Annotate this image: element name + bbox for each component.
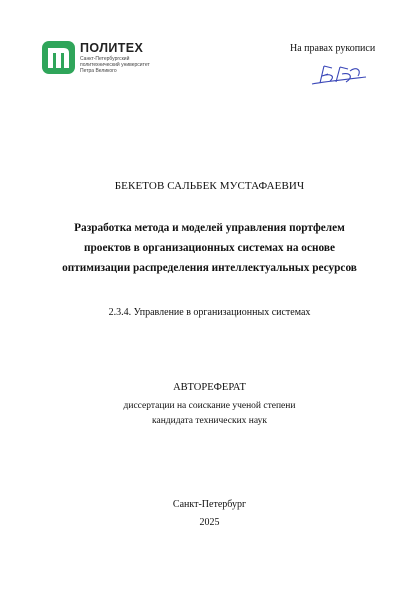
document-kind: АВТОРЕФЕРАТ — [173, 382, 246, 393]
purpose-line: кандидата технических наук — [152, 416, 267, 426]
handwritten-signature — [310, 62, 368, 88]
logo-name: ПОЛИТЕХ — [80, 41, 144, 55]
purpose-line: диссертации на соискание ученой степени — [123, 401, 296, 411]
city: Санкт-Петербург — [172, 499, 247, 510]
title-line: оптимизации распределения интеллектуальных ресурсов — [62, 262, 357, 274]
logo-subtitle-line: Петра Великого — [80, 68, 117, 74]
title-line: проектов в организационных системах на основе — [84, 242, 335, 254]
logo-subtitle — [80, 56, 160, 74]
rights-note: На правах рукописи — [290, 43, 376, 54]
logo-subtitle-line: Санкт-Петербургский — [80, 56, 130, 62]
title-line: Разработка метода и моделей управления портфелем — [74, 222, 345, 234]
dissertation-title — [20, 218, 399, 278]
year: 2025 — [199, 517, 220, 528]
logo-subtitle-line: политехнический университет — [80, 62, 150, 68]
author-name: БЕКЕТОВ САЛЬБЕК МУСТАФАЕВИЧ — [114, 180, 305, 192]
degree-purpose — [0, 399, 419, 429]
politeh-logo-icon — [42, 41, 75, 74]
politeh-logo — [42, 41, 172, 75]
specialty: 2.3.4. Управление в организационных системах — [108, 307, 311, 318]
